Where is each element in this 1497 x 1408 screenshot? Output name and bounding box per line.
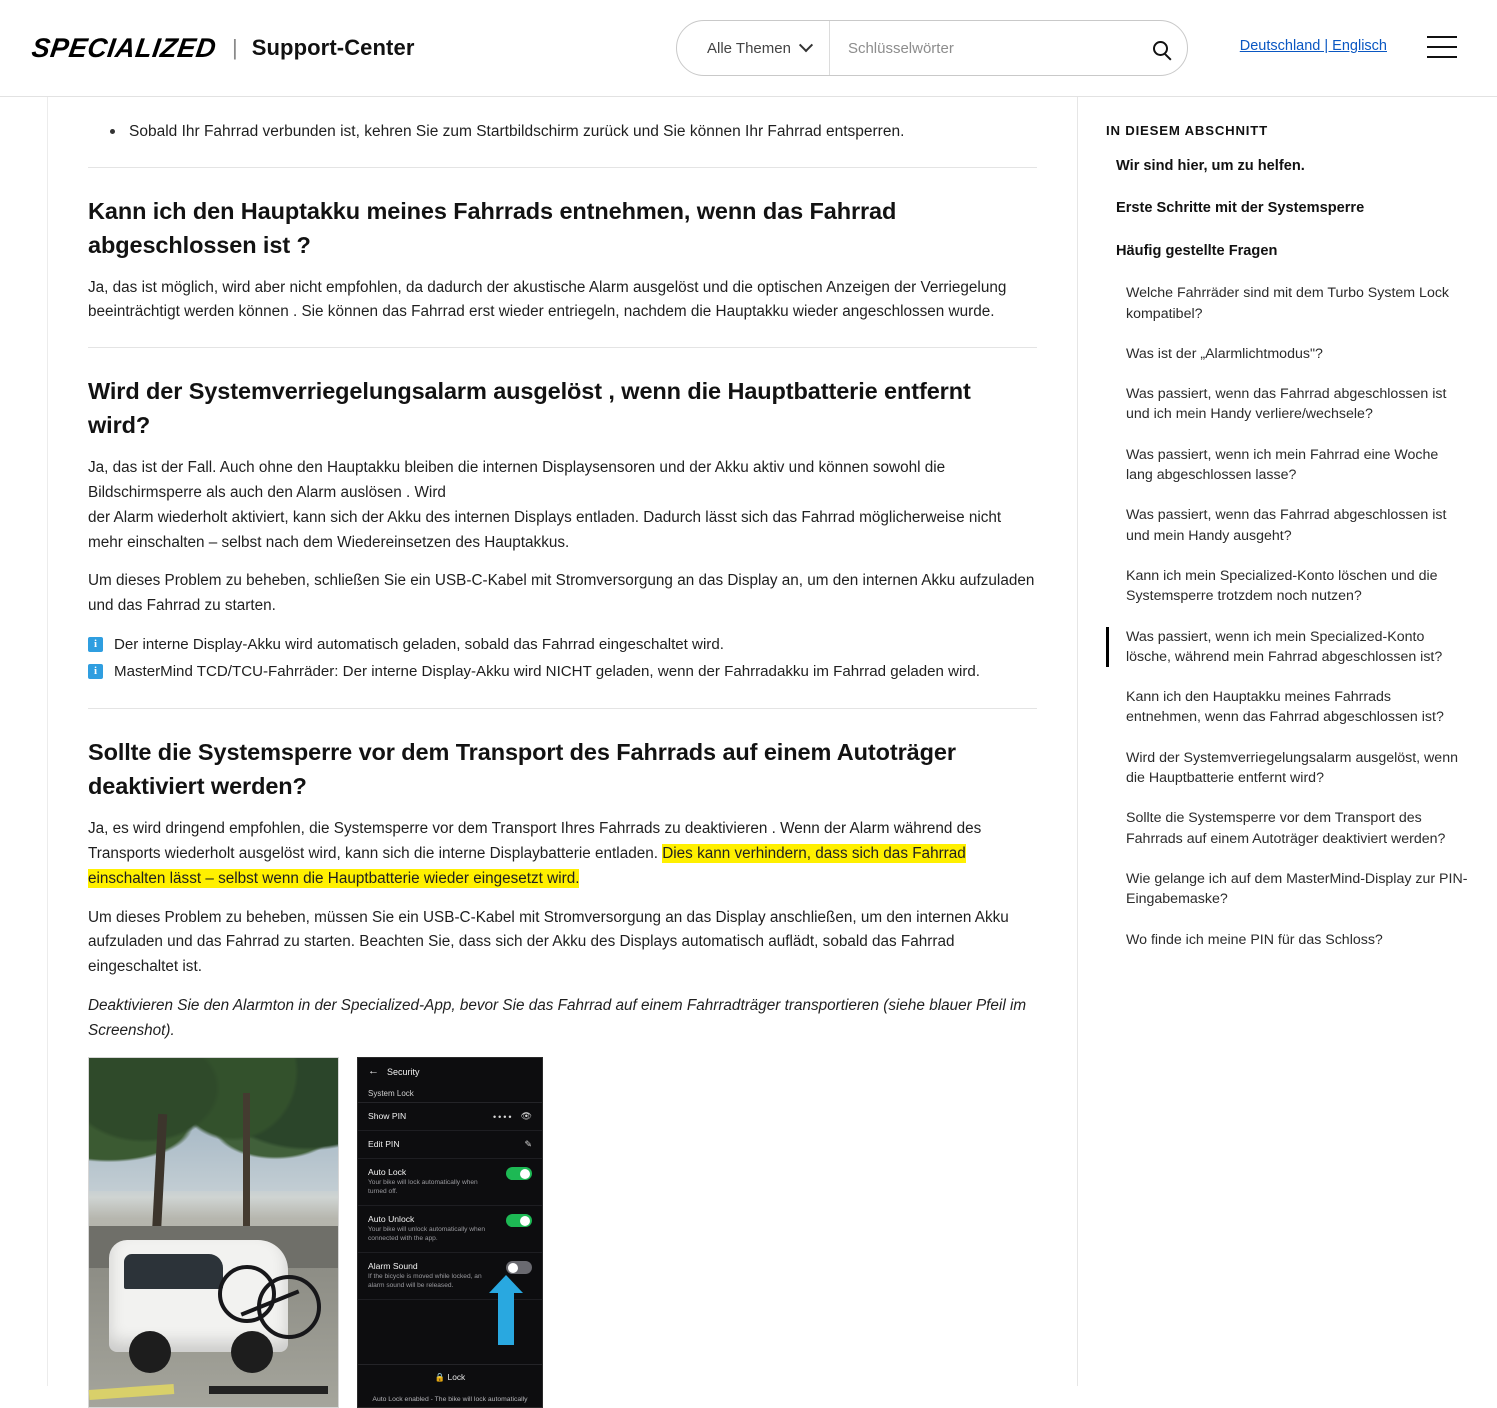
section-paragraph-3a [88, 817, 1037, 891]
app-titlebar [358, 1058, 542, 1083]
app-row-label: Edit PIN [368, 1139, 400, 1150]
site-header [0, 0, 1497, 97]
search-button[interactable] [1133, 21, 1187, 75]
divider [88, 708, 1037, 709]
para-intro: Ja, es wird dringend empfohlen, die Systemsperre vor dem Transport Ihres Fahrrads zu deaktivieren . Wenn der Alarm während des Transports wiederholt ausgelöst wird, kann sich die interne Displaybatterie entladen. [88, 820, 982, 863]
search-input[interactable] [830, 40, 1133, 57]
lock-icon: 🔒 [434, 1372, 446, 1383]
sidebar-subitem-6-active[interactable]: Was passiert, wenn ich mein Specialized-Konto lösche, während mein Fahrrad abgeschlossen ist? [1126, 627, 1469, 668]
divider [88, 167, 1037, 168]
chevron-down-icon [799, 38, 813, 52]
pin-masked-value: •••• [492, 1111, 514, 1122]
section-paragraph-3c: Deaktivieren Sie den Alarmton in der Specialized-App, bevor Sie das Fahrrad auf einem Fahrradträger transportieren (siehe blauer Pfeil im Screenshot). [88, 996, 1027, 1039]
info-icon: i [88, 637, 103, 652]
lock-button-label: Lock [447, 1372, 466, 1383]
sidebar-item-faq[interactable]: Häufig gestellte Fragen [1116, 242, 1278, 259]
info-note-2-text: MasterMind TCD/TCU-Fahrräder: Der interne Display-Akku wird NICHT geladen, wenn der Fahrradakku im Fahrrad geladen wird. [114, 663, 980, 681]
app-row-sublabel: If the bicycle is moved while locked, an alarm sound will be released. [368, 1273, 482, 1289]
eye-icon[interactable]: 👁 [520, 1111, 532, 1122]
topics-label: Alle Themen [707, 39, 791, 57]
list-item [110, 119, 1037, 145]
app-footer-status: Auto Lock enabled - The bike will lock automatically [372, 1396, 528, 1404]
arrow-left-icon[interactable]: ← [368, 1065, 379, 1078]
divider [88, 347, 1037, 348]
section-heading-3: Sollte die Systemsperre vor dem Transport des Fahrrads auf einem Autoträger deaktiviert werden? [88, 739, 956, 800]
app-row-edit-pin[interactable] [358, 1131, 542, 1159]
article-content [48, 97, 1077, 1404]
section-heading-1: Kann ich den Hauptakku meines Fahrrads entnehmen, wenn das Fahrrad abgeschlossen ist ? [88, 197, 897, 258]
app-row-label: Alarm Sound [368, 1261, 418, 1272]
sidebar-subitem-4[interactable]: Was passiert, wenn das Fahrrad abgeschlossen ist und mein Handy ausgeht? [1126, 507, 1447, 544]
language-links[interactable]: Deutschland | Englisch [1239, 38, 1387, 54]
sidebar-item-getting-started[interactable]: Erste Schritte mit der Systemsperre [1116, 200, 1365, 217]
search-bar[interactable] [676, 20, 1188, 76]
app-row-label: Show PIN [368, 1111, 407, 1122]
section-paragraph-2a: Ja, das ist der Fall. Auch ohne den Hauptakku bleiben die internen Displaysensoren und der Akku aktiv und können sowohl die Bildschirmsperre als auch den Alarm auslösen . Wird [88, 459, 946, 502]
bullet-icon [110, 129, 115, 134]
sidebar-subitem-1[interactable]: Was ist der „Alarmlichtmodus"? [1126, 345, 1323, 362]
sidebar-subitem-9[interactable]: Sollte die Systemsperre vor dem Transport des Fahrrads auf einem Autoträger deaktiviert werden? [1126, 810, 1446, 847]
app-title: Security [387, 1066, 420, 1077]
info-icon: i [88, 664, 103, 679]
app-row-sublabel: Your bike will unlock automatically when connected with the app. [368, 1226, 486, 1243]
sidebar-subitem-3[interactable]: Was passiert, wenn ich mein Fahrrad eine Woche lang abgeschlossen lasse? [1126, 446, 1439, 484]
brand-separator: | [232, 35, 238, 60]
image-row [88, 1057, 1037, 1408]
section-paragraph-1: Ja, das ist möglich, wird aber nicht empfohlen, da dadurch der akustische Alarm ausgelöst und die optischen Anzeigen der Verriegelung beeinträchtigt werden können . Sie können das Fahrrad erst wieder entriegeln, nachdem die Hauptakku wieder angeschlossen wurde. [88, 278, 1007, 321]
app-row-sublabel: Your bike will lock automatically when turned off. [368, 1179, 478, 1196]
sidebar-subitem-2[interactable]: Was passiert, wenn das Fahrrad abgeschlossen ist und ich mein Handy verliere/wechsele? [1126, 386, 1447, 423]
search-icon [1153, 41, 1168, 56]
left-rail [0, 97, 48, 1386]
auto-unlock-toggle[interactable] [506, 1214, 532, 1227]
brand[interactable] [29, 32, 415, 64]
section-paragraph-2b: der Alarm wiederholt aktiviert, kann sich der Akku des internen Displays entladen. Dadurch lässt sich das Fahrrad möglicherweise nicht mehr einschalten – selbst nach dem Wiedereinsetzen des Hauptakkus. [88, 508, 1002, 551]
bike-on-car-rack-photo [88, 1057, 339, 1408]
pencil-icon[interactable]: ✎ [524, 1139, 532, 1150]
app-row-show-pin[interactable] [358, 1103, 542, 1131]
section-heading-2: Wird der Systemverriegelungsalarm ausgelöst , wenn die Hauptbatterie entfernt wird? [88, 378, 971, 439]
hamburger-menu-icon[interactable] [1427, 36, 1457, 58]
app-section-label: System Lock [358, 1083, 542, 1103]
alarm-sound-toggle[interactable] [506, 1261, 532, 1274]
sidebar-subitem-0[interactable]: Welche Fahrräder sind mit dem Turbo System Lock kompatibel? [1126, 285, 1450, 322]
info-note-2 [88, 660, 1037, 684]
sidebar-subitem-11[interactable]: Wo finde ich meine PIN für das Schloss? [1126, 931, 1383, 948]
section-paragraph-2c: Um dieses Problem zu beheben, schließen Sie ein USB-C-Kabel mit Stromversorgung an das Display an, um den internen Akku aufzuladen und das Fahrrad zu starten. [88, 572, 1035, 615]
app-security-screenshot [357, 1057, 543, 1408]
app-row-auto-lock[interactable] [358, 1159, 542, 1206]
app-row-label: Auto Unlock [368, 1214, 415, 1225]
specialized-logo: SPECIALIZED [29, 32, 219, 63]
lock-button[interactable] [358, 1364, 542, 1383]
list-item-label: Sobald Ihr Fahrrad verbunden ist, kehren Sie zum Startbildschirm zurück und Sie können Ihr Fahrrad entsperren. [129, 123, 905, 140]
app-row-auto-unlock[interactable] [358, 1206, 542, 1253]
highlighted-text: Dies kann verhindern, dass sich das Fahrrad einschalten lässt – selbst wenn die Hauptbatterie wieder eingesetzt wird. [88, 845, 966, 887]
sidebar-item-help[interactable]: Wir sind hier, um zu helfen. [1116, 158, 1305, 174]
page-title: Support-Center [251, 35, 415, 60]
sidebar-title: IN DIESEM ABSCHNITT [1106, 123, 1268, 138]
blue-arrow-annotation-icon [498, 1291, 514, 1345]
sidebar-subitem-8[interactable]: Wird der Systemverriegelungsalarm ausgelöst, wenn die Hauptbatterie entfernt wird? [1126, 749, 1458, 787]
sidebar-subitem-7[interactable]: Kann ich den Hauptakku meines Fahrrads entnehmen, wenn das Fahrrad abgeschlossen ist? [1126, 689, 1444, 726]
info-note-1-text: Der interne Display-Akku wird automatisch geladen, sobald das Fahrrad eingeschaltet wird. [114, 635, 724, 653]
sidebar-subitem-5[interactable]: Kann ich mein Specialized-Konto löschen und die Systemsperre trotzdem noch nutzen? [1126, 567, 1438, 605]
sidebar-subitem-10[interactable]: Wie gelange ich auf dem MasterMind-Display zur PIN-Eingabemaske? [1126, 870, 1468, 908]
section-paragraph-3b: Um dieses Problem zu beheben, müssen Sie ein USB-C-Kabel mit Stromversorgung an das Display anschließen, um den internen Akku aufzuladen und das Fahrrad zu starten. Beachten Sie, dass sich der Akku des Displays automatisch auflädt, sobald das Fahrrad eingeschaltet ist. [88, 908, 1009, 976]
info-note-1 [88, 633, 1037, 657]
topics-dropdown[interactable] [677, 21, 830, 75]
app-row-label: Auto Lock [368, 1167, 407, 1178]
in-this-section-sidebar [1077, 97, 1497, 1386]
page-body [0, 97, 1497, 1404]
auto-lock-toggle[interactable] [506, 1167, 532, 1180]
